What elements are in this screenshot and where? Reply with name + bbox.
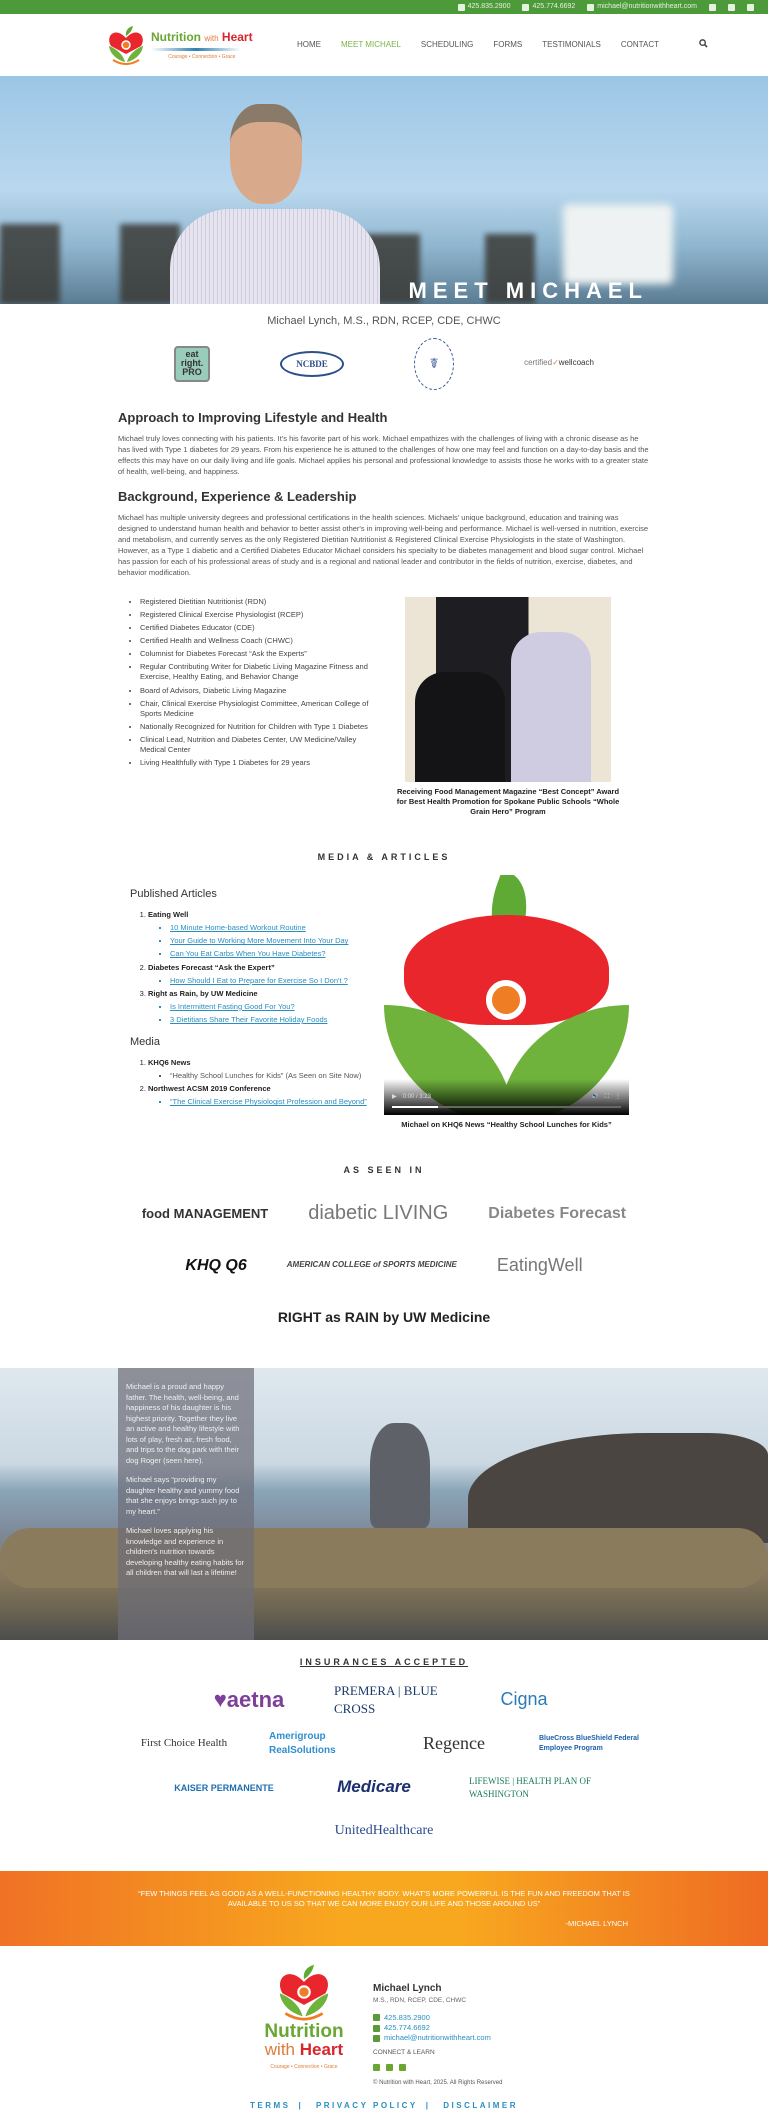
media-item: ▪ “Healthy School Lunches for Kids” (As Seen on Site Now) bbox=[170, 1071, 370, 1081]
terms-link[interactable]: TERMS bbox=[249, 2101, 291, 2111]
article-link[interactable]: Can You Eat Carbs When You Have Diabetes? bbox=[170, 949, 326, 959]
logo-wordmark: Nutrition with Heart bbox=[151, 30, 253, 45]
legal-links: TERMS | PRIVACY POLICY | DISCLAIMER bbox=[249, 2101, 519, 2111]
footer-fax: 425.774.6692 bbox=[373, 2023, 515, 2033]
logo-wave bbox=[151, 48, 241, 51]
article-source: 2. Diabetes Forecast “Ask the Expert” ▪ How Should I Eat to Prepare for Exercise So I Don't ? bbox=[148, 963, 370, 986]
quote-text: “FEW THINGS FEEL AS GOOD AS A WELL-FUNCTIONING HEALTHY BODY. WHAT'S MORE POWERFUL IS THE FUN AND FREEDOM THAT IS AVAILABLE TO US SO THAT WE CAN MORE ENJOY OUR LIFE AND THOSE AROUND US” bbox=[138, 1888, 630, 1908]
certification-logos bbox=[0, 329, 768, 399]
disclaimer-link[interactable]: DISCLAIMER bbox=[443, 2101, 519, 2111]
phone-contact[interactable]: 425.835.2900 bbox=[458, 2, 511, 11]
top-contact-bar bbox=[0, 0, 768, 14]
family-section bbox=[0, 1368, 768, 1640]
apple-heart-logo-icon bbox=[274, 1962, 334, 2022]
medicare-logo: Medicare bbox=[337, 1777, 411, 1797]
nav-meet-michael[interactable]: MEET MICHAEL bbox=[341, 39, 401, 49]
nav-scheduling[interactable]: SCHEDULING bbox=[420, 39, 474, 49]
award-caption: Receiving Food Management Magazine “Best Concept” Award for Best Health Promotion for Spokane Public Schools “Whole Grain Hero” Program bbox=[396, 786, 620, 816]
instagram-icon[interactable] bbox=[386, 2064, 393, 2071]
acsm-seal-icon: ☤ bbox=[414, 338, 454, 390]
unitedhealthcare-logo: UnitedHealthcare bbox=[334, 1823, 434, 1839]
award-figure bbox=[393, 597, 623, 817]
published-articles-heading: Published Articles bbox=[130, 888, 217, 901]
quote-banner bbox=[0, 1871, 768, 1946]
list-item: • Clinical Lead, Nutrition and Diabetes Center, UW Medicine/Valley Medical Center bbox=[140, 735, 373, 755]
logo-tagline: Courage • Connection • Grace bbox=[168, 54, 236, 61]
media-source: 2. Northwest ACSM 2019 Conference ▪ “The Clinical Exercise Physiologist Profession and Beyond” bbox=[148, 1084, 370, 1107]
family-text-panel: Michael is a proud and happy father. The health, well-being, and happiness of his daughter is his highest priority. Together they live an active and healthy lifestyle with lots of play, fresh air, fresh food, and trips to the dog park with their dog Roger (seen here). Michael says “providing my daughter healthy and yummy food that she enjoys brings such joy to my heart.” Michael loves applying his knowledge and experience in children's nutrition towards developing healthy eating habits for all children that will last a lifetime! bbox=[118, 1368, 254, 1640]
fax-contact: 425.774.6692 bbox=[522, 2, 575, 11]
quote-author: -MICHAEL LYNCH bbox=[565, 1918, 628, 1928]
media-section bbox=[0, 883, 768, 1130]
article-source: 3. Right as Rain, by UW Medicine ▪ Is Intermittent Fasting Good For You? ▪ 3 Dietitians Share Their Favorite Holiday Foods bbox=[148, 989, 370, 1025]
regence-logo: Regence bbox=[423, 1733, 485, 1754]
amerigroup-logo: Amerigroup RealSolutions bbox=[269, 1731, 336, 1756]
site-logo[interactable] bbox=[105, 24, 275, 66]
search-icon[interactable] bbox=[699, 39, 708, 52]
email-contact[interactable]: michael@nutritionwithheart.com bbox=[587, 2, 697, 11]
phone-icon bbox=[373, 2014, 380, 2021]
background-body: Michael has multiple university degrees and professional certifications in the health sciences. Michaels' unique background, education and training was designed to understand human health and behavior to better assist other's in improving well-being and performance. Michael is well-versed in nutrition, exercise and metabolism, and currently serves as the only Registered Dietitian Nutritionist & Registered Clinical Exercise Physiologists in the state of Washington. However, as a Type 1 diabetic and a Certified Diabetes Educator Michael considers his specialty to be diabetes management and blood sugar control. Michael has passion for each of his professional areas of study and is a regional and national leader and contributor in the fields of nutrition, exercise, diabetes, and behavior modification. bbox=[118, 513, 649, 577]
as-seen-in-logos bbox=[0, 1196, 768, 1334]
fax-icon bbox=[522, 4, 529, 11]
play-icon[interactable]: ▶ bbox=[392, 1094, 397, 1101]
cigna-logo: Cigna bbox=[500, 1689, 548, 1710]
media-section-title: MEDIA & ARTICLES bbox=[317, 852, 451, 863]
video-controls bbox=[384, 1079, 629, 1115]
envelope-icon bbox=[373, 2035, 380, 2042]
footer-email[interactable]: michael@nutritionwithheart.com bbox=[373, 2033, 515, 2043]
list-item: • Registered Clinical Exercise Physiologist (RCEP) bbox=[140, 610, 373, 620]
privacy-policy-link[interactable]: PRIVACY POLICY bbox=[315, 2101, 418, 2111]
credentials-block bbox=[118, 597, 650, 817]
site-header bbox=[0, 14, 768, 76]
envelope-icon bbox=[587, 4, 594, 11]
articles-list bbox=[130, 910, 370, 1025]
article-link[interactable]: How Should I Eat to Prepare for Exercise So I Don't ? bbox=[170, 975, 348, 985]
about-section bbox=[0, 409, 768, 817]
insurances-title: INSURANCES ACCEPTED bbox=[299, 1657, 469, 1668]
credentials-list bbox=[118, 597, 373, 817]
food-management-logo: food MANAGEMENT bbox=[141, 1205, 269, 1221]
list-item: • Certified Diabetes Educator (CDE) bbox=[140, 623, 373, 633]
eatright-pro-logo: eat right. PRO bbox=[174, 346, 210, 382]
beach-rocks bbox=[468, 1433, 768, 1543]
main-nav bbox=[297, 39, 708, 52]
article-link[interactable]: 3 Dietitians Share Their Favorite Holiday Foods bbox=[170, 1015, 328, 1025]
hero-title: MEET MICHAEL bbox=[408, 278, 648, 304]
linkedin-icon[interactable] bbox=[747, 4, 754, 11]
fullscreen-icon[interactable]: ⛶ bbox=[604, 1094, 609, 1101]
list-item: • Board of Advisors, Diabetic Living Magazine bbox=[140, 686, 373, 696]
footer-phone[interactable]: 425.835.2900 bbox=[373, 2013, 515, 2023]
list-item: • Nationally Recognized for Nutrition for Children with Type 1 Diabetes bbox=[140, 722, 373, 732]
media-source: 1. KHQ6 News ▪ “Healthy School Lunches for Kids” (As Seen on Site Now) bbox=[148, 1058, 370, 1081]
michael-portrait bbox=[170, 104, 380, 304]
linkedin-icon[interactable] bbox=[399, 2064, 406, 2071]
diabetic-living-logo: diabetic LIVING bbox=[308, 1201, 449, 1224]
article-link[interactable]: Your Guide to Working More Movement Into Your Day bbox=[170, 936, 349, 946]
article-source: 1. Eating Well ▪ 10 Minute Home-based Workout Routine ▪ Your Guide to Working More Movement Into Your Day ▪ Can You Eat Carbs When You Have Diabetes? bbox=[148, 910, 370, 960]
kaiser-logo: KAISER PERMANENTE bbox=[174, 1782, 274, 1793]
right-as-rain-logo: RIGHT as RAIN by UW Medicine bbox=[277, 1309, 491, 1326]
hero-banner bbox=[0, 76, 768, 304]
site-footer bbox=[0, 1946, 768, 2088]
bcbs-fep-logo: BlueCross BlueShield Federal Employee Program bbox=[539, 1735, 639, 1752]
award-photo bbox=[405, 597, 611, 782]
list-item: • Regular Contributing Writer for Diabetic Living Magazine Fitness and Exercise, Healthy Eating, and Behavior Change bbox=[140, 662, 373, 682]
ncbde-logo: NCBDE bbox=[280, 351, 344, 377]
khq-logo: KHQ Q6 bbox=[185, 1256, 247, 1274]
copyright: © Nutrition with Heart, 2025. All Rights Reserved bbox=[373, 2080, 503, 2087]
insurance-logos bbox=[0, 1683, 768, 1849]
first-choice-health-logo: First Choice Health bbox=[140, 1737, 228, 1750]
video-caption: Michael on KHQ6 News “Healthy School Lunches for Kids” bbox=[401, 1120, 612, 1130]
premera-logo: PREMERA | BLUE CROSS bbox=[334, 1683, 438, 1716]
phone-icon bbox=[458, 4, 465, 11]
approach-body: Michael truly loves connecting with his patients. It's his favorite part of his work. Michael empathizes with the challenges of living with a chronic disease as he has lived with Type 1 diabetes for 29 years. From his experience he is attuned to the challenges of how one may feel and function on a day-to-day basis and the effects this may have on our daily living and life goals. Michael applies his personal and professional knowledge to assists those he works with to a greater state of health, well-being, and happiness. bbox=[118, 434, 649, 477]
diabetes-forecast-logo: Diabetes Forecast bbox=[488, 1204, 627, 1222]
list-item: • Registered Dietitian Nutritionist (RDN) bbox=[140, 597, 373, 607]
video-player[interactable] bbox=[384, 875, 629, 1130]
more-options-icon[interactable]: ⋮ bbox=[615, 1094, 621, 1101]
media-list bbox=[130, 1058, 370, 1108]
as-seen-in-title: AS SEEN IN bbox=[343, 1165, 425, 1176]
pier-piling bbox=[0, 224, 60, 304]
footer-credentials: M.S., RDN, RCEP, CDE, CHWC bbox=[373, 1997, 467, 2005]
apple-heart-logo-icon bbox=[105, 24, 147, 66]
footer-social bbox=[373, 2064, 515, 2071]
nav-testimonials[interactable]: TESTIMONIALS bbox=[542, 39, 601, 49]
footer-logo[interactable]: Nutrition with Heart Courage • Connection • Grace bbox=[253, 1962, 355, 2088]
list-item: • Columnist for Diabetes Forecast “Ask the Experts” bbox=[140, 649, 373, 659]
aetna-logo: ♥ aetna bbox=[213, 1686, 285, 1712]
list-item: • Living Healthfully with Type 1 Diabetes for 29 years bbox=[140, 758, 373, 768]
wellcoach-logo: certified ✓ wellcoach bbox=[524, 358, 594, 368]
list-item: • Certified Health and Wellness Coach (CHWC) bbox=[140, 636, 373, 646]
nav-home[interactable]: HOME bbox=[297, 39, 321, 49]
facebook-icon[interactable] bbox=[373, 2064, 380, 2071]
media-link[interactable]: “The Clinical Exercise Physiologist Profession and Beyond” bbox=[170, 1097, 367, 1107]
video-frame[interactable] bbox=[384, 875, 629, 1115]
media-heading: Media bbox=[130, 1036, 160, 1049]
background-heading: Background, Experience & Leadership bbox=[118, 488, 357, 504]
facebook-icon[interactable] bbox=[709, 4, 716, 11]
eatingwell-logo: EatingWell bbox=[496, 1255, 583, 1276]
fax-icon bbox=[373, 2025, 380, 2032]
ferry-image bbox=[563, 204, 673, 284]
acsm-logo: AMERICAN COLLEGE of SPORTS MEDICINE bbox=[286, 1260, 457, 1270]
footer-name: Michael Lynch bbox=[373, 1982, 442, 1994]
driftwood-log bbox=[0, 1528, 768, 1588]
michael-with-daughter-photo bbox=[370, 1423, 430, 1528]
video-time: 0:00 / 3:23 bbox=[402, 1094, 431, 1101]
article-link[interactable]: 10 Minute Home-based Workout Routine bbox=[170, 923, 306, 933]
instagram-icon[interactable] bbox=[728, 4, 735, 11]
connect-label: CONNECT & LEARN bbox=[373, 2049, 435, 2057]
footer-contact bbox=[373, 1962, 515, 2088]
video-progress-bar[interactable] bbox=[392, 1106, 621, 1108]
approach-heading: Approach to Improving Lifestyle and Health bbox=[118, 409, 388, 425]
nav-contact[interactable]: CONTACT bbox=[620, 39, 659, 49]
lifewise-logo: LIFEWISE | HEALTH PLAN OF WASHINGTON bbox=[469, 1776, 591, 1799]
name-credentials: Michael Lynch, M.S., RDN, RCEP, CDE, CHWC bbox=[267, 315, 501, 327]
volume-icon[interactable]: 🔊 bbox=[591, 1094, 599, 1101]
article-link[interactable]: Is Intermittent Fasting Good For You? bbox=[170, 1001, 295, 1011]
nav-forms[interactable]: FORMS bbox=[493, 39, 523, 49]
list-item: • Chair, Clinical Exercise Physiologist Committee, American College of Sports Medicine bbox=[140, 699, 373, 719]
